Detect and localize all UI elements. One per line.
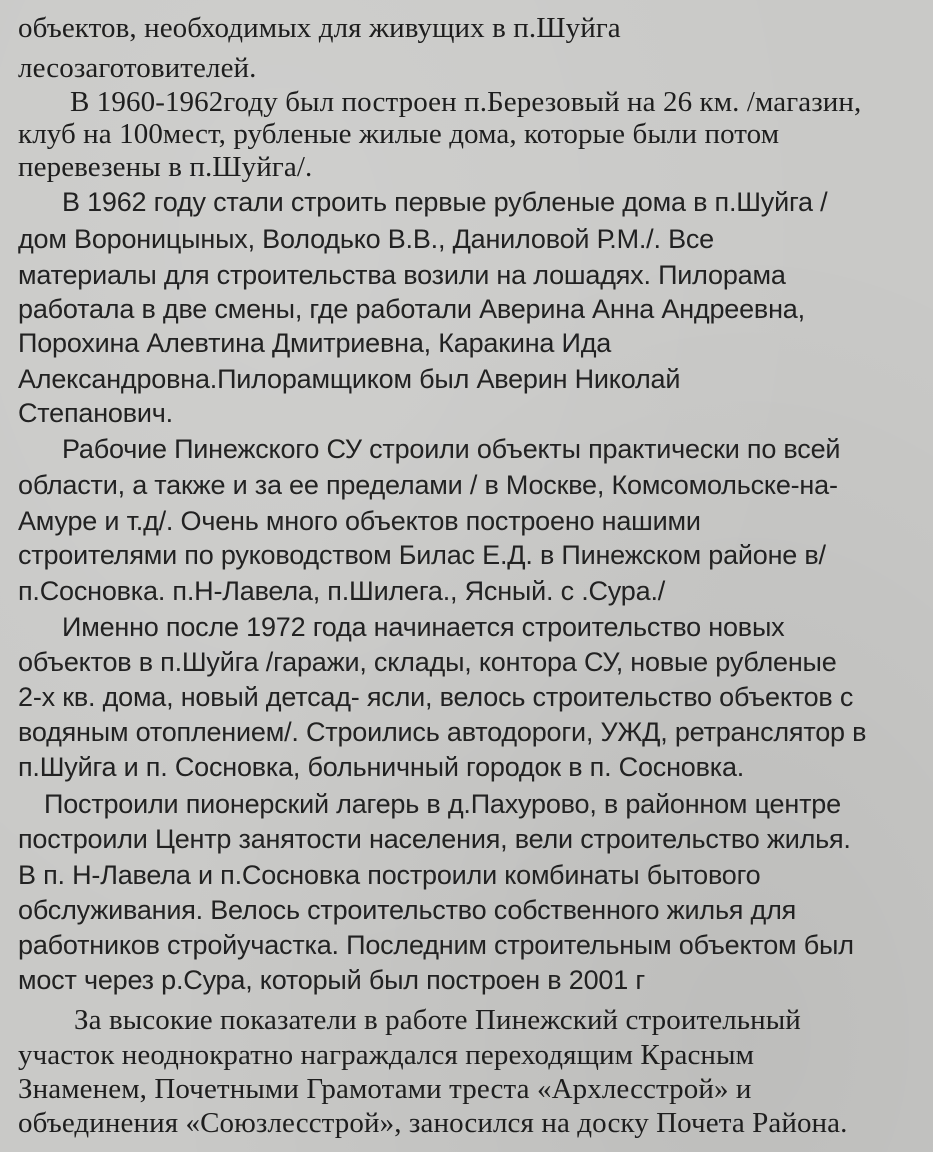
text-line: мост через р.Сура, который был построен в 2001 г <box>18 965 645 995</box>
text-line: работников стройучастка. Последним строительным объектом был <box>18 930 854 960</box>
paragraph-first-line: В 1962 году стали строить первые рубленые дома в п.Шуйга / <box>62 187 828 217</box>
text-line: Александровна.Пилорамщиком был Аверин Николай <box>18 364 681 394</box>
paragraph-first-line: В 1960-1962году был построен п.Березовый на 26 км. /магазин, <box>70 86 862 118</box>
text-line: Порохина Алевтина Дмитриевна, Каракина Ида <box>18 328 612 358</box>
text-line: Знаменем, Почетными Грамотами треста «Архлесстрой» и <box>18 1073 752 1105</box>
text-line: объектов в п.Шуйга /гаражи, склады, контора СУ, новые рубленые <box>18 647 837 677</box>
paragraph-first-line: Рабочие Пинежского СУ строили объекты практически по всей <box>62 434 841 464</box>
text-line: объединения «Союзлесстрой», заносился на доску Почета Района. <box>18 1107 848 1139</box>
text-line: материалы для строительства возили на лошадях. Пилорама <box>18 260 786 290</box>
paragraph-first-line: За высокие показатели в работе Пинежский строительный <box>74 1004 801 1036</box>
text-line: клуб на 100мест, рубленые жилые дома, которые были потом <box>18 118 780 150</box>
paragraph-first-line: Именно после 1972 года начинается строительство новых <box>62 612 785 642</box>
paragraph-first-line: Построили пионерский лагерь в д.Пахурово, в районном центре <box>44 789 841 819</box>
text-line: области, а также и за ее пределами / в Москве, Комсомольске-на- <box>18 470 838 500</box>
text-line: участок неоднократно награждался переходящим Красным <box>18 1039 755 1071</box>
text-line: п.Сосновка. п.Н-Лавела, п.Шилега., Ясный. с .Сура./ <box>18 576 666 606</box>
text-line: 2-х кв. дома, новый детсад- ясли, велось строительство объектов с <box>18 682 854 712</box>
text-line: перевезены в п.Шуйга/. <box>18 151 313 183</box>
text-line: Степанович. <box>18 398 173 428</box>
text-line: Амуре и т.д/. Очень много объектов построено нашими <box>18 506 701 536</box>
text-line: построили Центр занятости населения, вели строительство жилья. <box>18 824 851 854</box>
text-line: В п. Н-Лавела и п.Сосновка построили комбинаты бытового <box>18 860 761 890</box>
text-line: п.Шуйга и п. Сосновка, больничный городок в п. Сосновка. <box>18 752 745 782</box>
text-line: объектов, необходимых для живущих в п.Шуйга <box>18 12 621 44</box>
text-line: лесозаготовителей. <box>18 52 257 84</box>
text-line: работала в две смены, где работали Аверина Анна Андреевна, <box>18 294 805 324</box>
text-line: дом Вороницыных, Володько В.В., Даниловой Р.М./. Все <box>18 224 715 254</box>
text-line: обслуживания. Велось строительство собственного жилья для <box>18 895 797 925</box>
text-line: строителями по руководством Билас Е.Д. в Пинежском районе в/ <box>18 540 826 570</box>
text-line: водяным отоплением/. Строились автодороги, УЖД, ретранслятор в <box>18 717 867 747</box>
